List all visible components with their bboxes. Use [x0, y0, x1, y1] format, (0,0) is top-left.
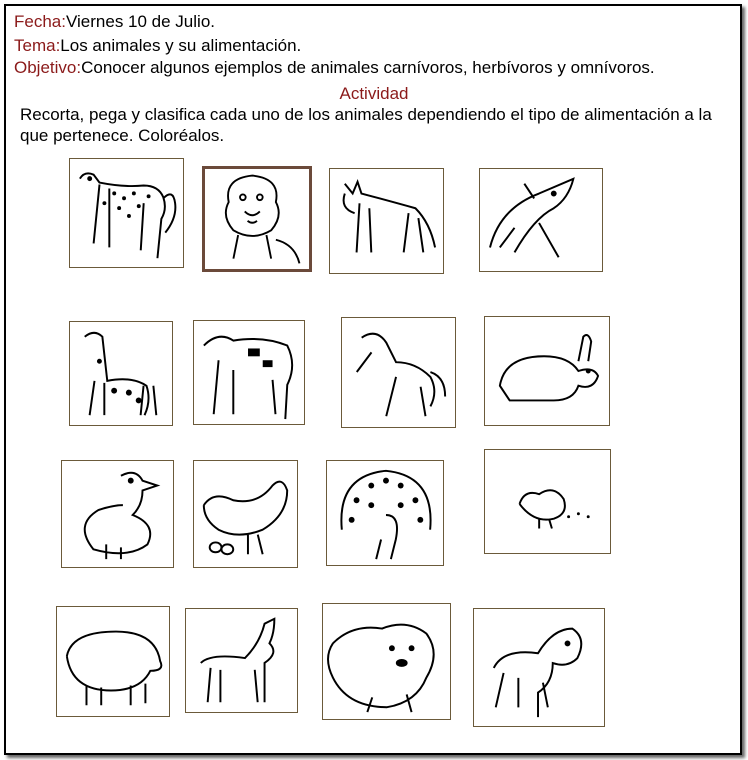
animal-card-wolf[interactable]: [329, 168, 444, 274]
lion-icon: [205, 169, 309, 269]
wolf-icon: [330, 169, 443, 273]
bear-icon: [323, 604, 450, 719]
tema-label: Tema:: [14, 36, 61, 55]
tema-value: Los animales y su alimentación.: [60, 36, 302, 55]
objetivo-value: Conocer algunos ejemplos de animales carnívoros, herbívoros y omnívoros.: [81, 58, 655, 77]
dog-icon: [474, 609, 604, 726]
chick-icon: [485, 450, 610, 553]
hen-icon: [194, 461, 297, 567]
animal-card-horse[interactable]: [341, 317, 456, 428]
animal-card-bear[interactable]: [322, 603, 451, 720]
animal-card-pig[interactable]: [56, 606, 170, 717]
giraffe-icon: [70, 322, 172, 425]
activity-title: Actividad: [339, 84, 409, 103]
animal-card-cheetah[interactable]: [69, 158, 184, 268]
fecha-line: [14, 12, 215, 32]
tema-line: [14, 36, 301, 56]
fecha-label: Fecha:: [14, 12, 66, 31]
peacock-icon: [327, 461, 443, 565]
duck-icon: [62, 461, 173, 567]
animal-card-duck[interactable]: [61, 460, 174, 568]
goat-icon: [186, 609, 297, 712]
animal-card-peacock[interactable]: [326, 460, 444, 566]
shark-icon: [480, 169, 602, 271]
cow-icon: [194, 321, 304, 424]
rabbit-icon: [485, 317, 609, 425]
animal-card-cow[interactable]: [193, 320, 305, 425]
horse-icon: [342, 318, 455, 427]
pig-icon: [57, 607, 169, 716]
animal-card-lion[interactable]: [202, 166, 312, 272]
animal-card-dog[interactable]: [473, 608, 605, 727]
objetivo-line: [14, 58, 655, 78]
animal-card-giraffe[interactable]: [69, 321, 173, 426]
objetivo-label: Objetivo:: [14, 58, 82, 77]
animal-card-rabbit[interactable]: [484, 316, 610, 426]
activity-instructions: Recorta, pega y clasifica cada uno de los animales dependiendo el tipo de alimentación a la que pertenece. Coloréalos.: [20, 105, 712, 145]
animal-card-goat[interactable]: [185, 608, 298, 713]
cheetah-icon: [70, 159, 183, 267]
fecha-value: Viernes 10 de Julio.: [65, 12, 215, 31]
animal-card-chick[interactable]: [484, 449, 611, 554]
animal-card-shark[interactable]: [479, 168, 603, 272]
animal-card-hen[interactable]: [193, 460, 298, 568]
